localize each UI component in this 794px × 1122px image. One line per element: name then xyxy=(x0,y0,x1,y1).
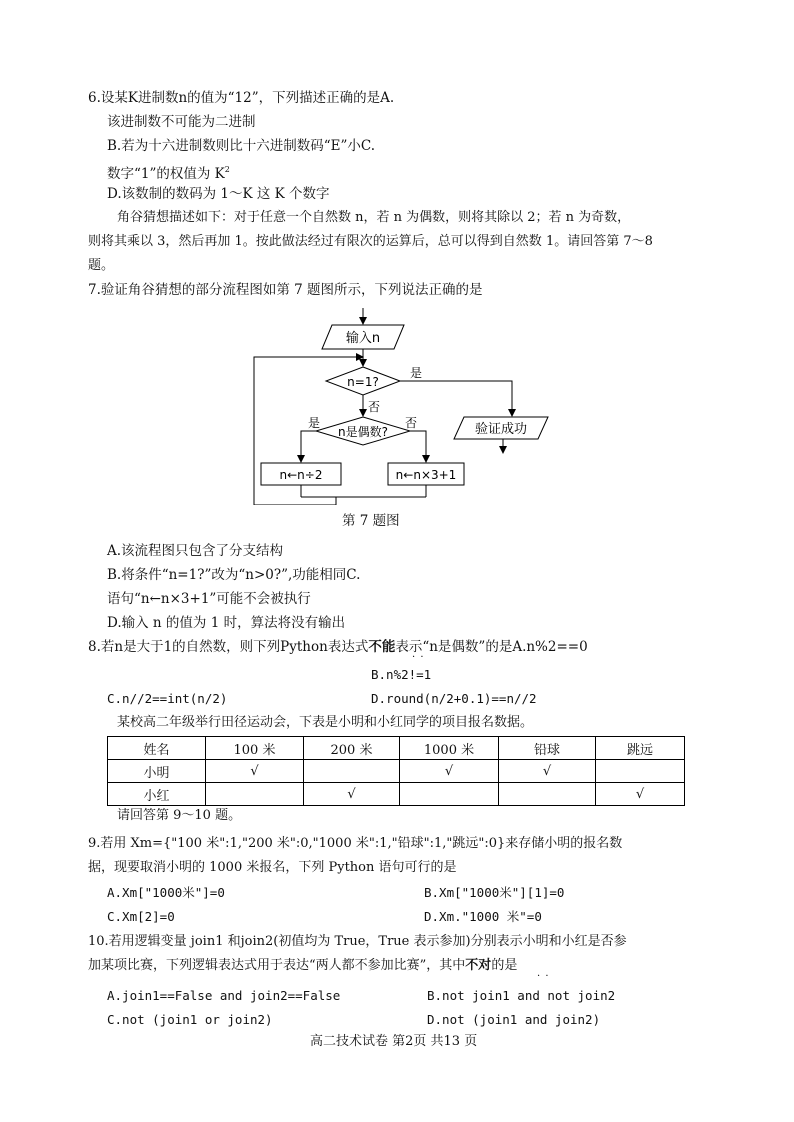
q7-option-b: B.将条件“n=1?”改为“n>0?”,功能相同C. xyxy=(107,567,361,583)
flow-cond1-label: n=1? xyxy=(347,375,379,389)
q6-option-c-exponent: 2 xyxy=(224,165,230,174)
q6-option-b: B.若为十六进制数则比十六进制数码“E”小C. xyxy=(107,138,376,154)
q10-stem-line-1: 10.若用逻辑变量 join1 和join2(初值均为 True，True 表示参加)分别表示小明和小红是否参 xyxy=(88,934,627,949)
q10-stem-pre: 加某项比赛，下列逻辑表达式用于表达“两人都不参加比赛”，其中 xyxy=(88,958,466,973)
table-cell: 小红 xyxy=(108,783,206,806)
table-cell: √ xyxy=(596,783,685,806)
table-cell xyxy=(499,783,596,806)
table-cell xyxy=(206,783,304,806)
q8-emphasis-dots: · · xyxy=(412,652,425,663)
flow-cond1-no: 否 xyxy=(368,400,381,414)
q9-option-d: D.Xm."1000 米"=0 xyxy=(424,909,542,924)
q10-option-d: D.not (join1 and join2) xyxy=(427,1012,601,1027)
table-cell: 小明 xyxy=(108,760,206,783)
q7-figure-caption: 第 7 题图 xyxy=(342,513,400,529)
q6-option-c-text: 数字“1”的权值为 K xyxy=(107,166,225,182)
q6-option-c xyxy=(107,160,230,184)
intro-line-1: 角谷猜想描述如下：对于任意一个自然数 n，若 n 为偶数，则将其除以 2；若 n 为奇数， xyxy=(117,210,631,225)
q9-stem-line-1: 9.若用 Xm={"100 米":1,"200 米":0,"1000 米":1,"铅球":1,"跳远":0}来存储小明的报名数 xyxy=(88,836,623,851)
registration-table xyxy=(107,736,685,806)
table-header-cell: 铅球 xyxy=(499,737,596,760)
q7-flowchart xyxy=(250,305,560,505)
q8-stem-post: 表示“n是偶数”的是A.n%2==0 xyxy=(395,639,588,655)
q10-emphasis: 不对 xyxy=(465,958,492,973)
q9-stem-line-2: 据，现要取消小明的 1000 米报名，下列 Python 语句可行的是 xyxy=(88,860,457,875)
intro-line-3: 题。 xyxy=(88,258,115,273)
table-cell: √ xyxy=(400,760,499,783)
table-row xyxy=(108,783,685,806)
flow-box-multiply-label: n←n×3+1 xyxy=(395,468,457,482)
table-row xyxy=(108,760,685,783)
q8-option-c: C.n//2==int(n/2) xyxy=(107,691,228,706)
intro-line-2: 则将其乘以 3，然后再加 1。按此做法经过有限次的运算后，总可以得到自然数 1。请回答第 7～8 xyxy=(88,234,653,249)
q9-option-a: A.Xm["1000米"]=0 xyxy=(107,885,225,900)
q8-stem xyxy=(88,637,588,657)
q10-stem-post: 的是 xyxy=(491,958,518,973)
q9-option-b: B.Xm["1000米"][1]=0 xyxy=(424,885,565,900)
flow-cond1-yes: 是 xyxy=(410,366,423,380)
flow-cond2-yes: 是 xyxy=(308,416,321,430)
q9-option-c: C.Xm[2]=0 xyxy=(107,909,175,924)
flow-input-label: 输入n xyxy=(345,331,381,346)
q10-option-b: B.not join1 and not join2 xyxy=(427,988,616,1003)
table-header-cell: 1000 米 xyxy=(400,737,499,760)
q7-option-a: A.该流程图只包含了分支结构 xyxy=(107,543,284,559)
flow-box-divide-label: n←n÷2 xyxy=(279,468,323,482)
page-footer: 高二技术试卷 第2页 共13 页 xyxy=(310,1034,478,1049)
q10-emphasis-dots: · · xyxy=(537,971,550,982)
q8-emphasis: 不能 xyxy=(368,639,396,655)
q7-option-c: 语句“n←n×3+1”可能不会被执行 xyxy=(107,591,311,607)
q6-option-a: 该进制数不可能为二进制 xyxy=(107,114,256,130)
q7-stem: 7.验证角谷猜想的部分流程图如第 7 题图所示，下列说法正确的是 xyxy=(88,282,483,298)
table-cell xyxy=(596,760,685,783)
q10-option-a: A.join1==False and join2==False xyxy=(107,988,341,1003)
flow-output-label: 验证成功 xyxy=(474,422,528,437)
after-table-text: 请回答第 9～10 题。 xyxy=(117,808,242,823)
table-cell xyxy=(400,783,499,806)
flow-cond2-label: n是偶数? xyxy=(338,425,388,439)
q6-stem: 6.设某K进制数n的值为“12”，下列描述正确的是A. xyxy=(88,90,395,106)
q8-option-d: D.round(n/2+0.1)==n//2 xyxy=(371,691,537,706)
q7-option-d: D.输入 n 的值为 1 时，算法将没有输出 xyxy=(107,615,346,631)
table-cell xyxy=(304,760,400,783)
table-intro: 某校高二年级举行田径运动会，下表是小明和小红同学的项目报名数据。 xyxy=(117,715,534,730)
table-header-row xyxy=(108,737,685,760)
q8-option-b: B.n%2!=1 xyxy=(371,667,432,682)
q10-option-c: C.not (join1 or join2) xyxy=(107,1012,273,1027)
table-cell: √ xyxy=(304,783,400,806)
table-cell: √ xyxy=(499,760,596,783)
table-header-cell: 200 米 xyxy=(304,737,400,760)
flow-cond2-no: 否 xyxy=(405,416,418,430)
q6-option-d: D.该数制的数码为 1～K 这 K 个数字 xyxy=(107,186,330,202)
table-cell: √ xyxy=(206,760,304,783)
q10-stem-line-2 xyxy=(88,956,517,976)
table-header-cell: 跳远 xyxy=(596,737,685,760)
table-header-cell: 姓名 xyxy=(108,737,206,760)
q8-stem-pre: 8.若n是大于1的自然数，则下列Python表达式 xyxy=(88,639,369,655)
table-header-cell: 100 米 xyxy=(206,737,304,760)
